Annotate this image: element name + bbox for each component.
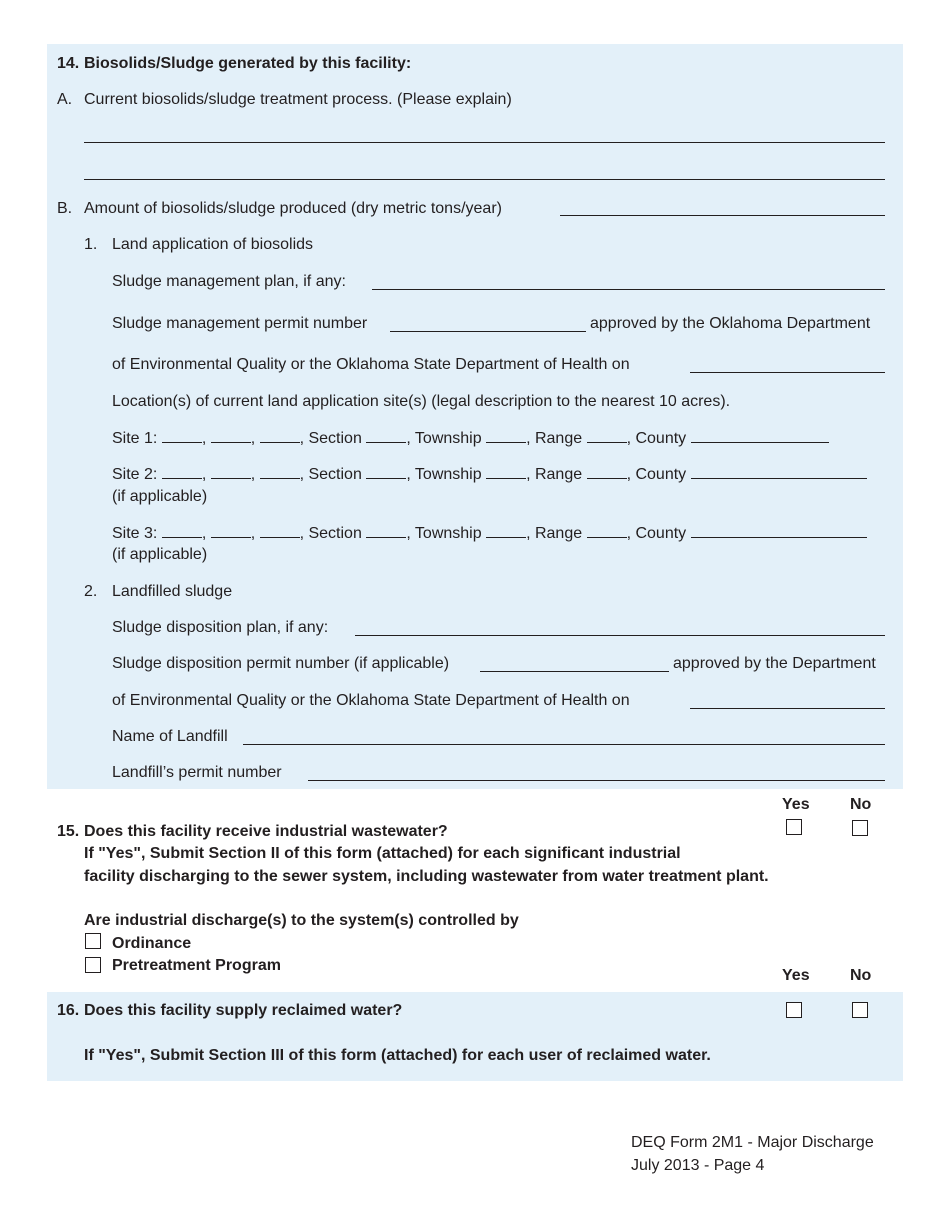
pretreatment-label: Pretreatment Program [112,957,281,974]
q16-question: Does this facility supply reclaimed water? [84,1002,403,1019]
site3-field-3[interactable] [260,523,300,538]
site3-section-field[interactable] [366,523,406,538]
site3-county-field[interactable] [691,523,867,538]
q16-no-checkbox[interactable] [852,1002,868,1018]
sludge-amount-field[interactable] [560,215,885,216]
site2-county-field[interactable] [691,464,867,479]
site2-range-field[interactable] [587,464,627,479]
q16-number: 16. [57,1002,80,1019]
site2-if-applicable: (if applicable) [112,488,208,505]
locations-text: Location(s) of current land application site(s) (legal description to the nearest 10 acres). [112,393,731,410]
env-quality-text-1: of Environmental Quality or the Oklahoma State Department of Health on [112,356,630,373]
site3-field-2[interactable] [211,523,251,538]
site2-county-label: County [635,466,687,483]
landfill-permit-label: Landfill’s permit number [112,764,282,781]
site3-range-label: Range [534,525,583,542]
site1-range-label: Range [534,430,583,447]
site1-label: Site 1: [112,430,158,447]
disp-plan-label: Sludge disposition plan, if any: [112,619,329,636]
mgmt-plan-label: Sludge management plan, if any: [112,273,346,290]
site3-if-applicable: (if applicable) [112,546,208,563]
approved-odeq-text: approved by the Oklahoma Department [590,315,871,332]
q16-yes-checkbox[interactable] [786,1002,802,1018]
land-application-number: 1. [84,236,98,253]
landfill-number: 2. [84,583,98,600]
site2-section-field[interactable] [366,464,406,479]
q15-instruction-1: If "Yes", Submit Section II of this form (attached) for each significant industrial [84,845,681,862]
site1-county-field[interactable] [691,428,829,443]
q15-number: 15. [57,823,80,840]
site1-county-label: County [635,430,687,447]
site3-township-label: Township [414,525,482,542]
mgmt-permit-field[interactable] [390,331,586,332]
q15-no-checkbox[interactable] [852,820,868,836]
site1-field-2[interactable] [211,428,251,443]
footer-date-page: July 2013 - Page 4 [631,1157,765,1174]
q14-number: 14. [57,55,80,72]
site2-section-label: Section [308,466,362,483]
disp-plan-field[interactable] [355,635,885,636]
section-14-background [47,44,903,789]
site3-label: Site 3: [112,525,158,542]
site1-field-3[interactable] [260,428,300,443]
site3-township-field[interactable] [486,523,526,538]
controlled-by-text: Are industrial discharge(s) to the system(s) controlled by [84,912,519,929]
site2-field-3[interactable] [260,464,300,479]
treatment-process-line-2[interactable] [84,179,885,180]
site2-range-label: Range [534,466,583,483]
landfill-permit-field[interactable] [308,780,885,781]
ordinance-checkbox[interactable] [85,933,101,949]
approved-dept-text: approved by the Department [673,655,876,672]
mgmt-approval-date-field[interactable] [690,372,885,373]
q16-yes-header: Yes [782,967,810,984]
q14-title: Biosolids/Sludge generated by this facility: [84,55,412,72]
q15-no-header: No [850,796,872,813]
q14b-text: Amount of biosolids/sludge produced (dry metric tons/year) [84,200,502,217]
site2-field-1[interactable] [162,464,202,479]
site3-row: Site 3: , , , Section , Township , Range , County [112,523,867,544]
site2-row: Site 2: , , , Section , Township , Range , County [112,464,867,485]
site2-township-field[interactable] [486,464,526,479]
q15-yes-checkbox[interactable] [786,819,802,835]
site1-field-1[interactable] [162,428,202,443]
q14a-letter: A. [57,91,73,108]
disp-approval-date-field[interactable] [690,708,885,709]
site1-township-label: Township [414,430,482,447]
q14a-text: Current biosolids/sludge treatment process. (Please explain) [84,91,512,108]
q15-instruction-2: facility discharging to the sewer system, including wastewater from water treatment plant. [84,868,769,885]
site3-range-field[interactable] [587,523,627,538]
site3-county-label: County [635,525,687,542]
disp-permit-field[interactable] [480,671,669,672]
land-application-title: Land application of biosolids [112,236,314,253]
landfill-title: Landfilled sludge [112,583,233,600]
mgmt-plan-field[interactable] [372,289,885,290]
landfill-name-label: Name of Landfill [112,728,228,745]
disp-permit-label: Sludge disposition permit number (if applicable) [112,655,450,672]
treatment-process-line-1[interactable] [84,142,885,143]
site1-township-field[interactable] [486,428,526,443]
site1-section-label: Section [308,430,362,447]
site1-section-field[interactable] [366,428,406,443]
site3-section-label: Section [308,525,362,542]
site1-range-field[interactable] [587,428,627,443]
site3-field-1[interactable] [162,523,202,538]
env-quality-text-2: of Environmental Quality or the Oklahoma State Department of Health on [112,692,630,709]
site2-label: Site 2: [112,466,158,483]
mgmt-permit-label: Sludge management permit number [112,315,368,332]
landfill-name-field[interactable] [243,744,885,745]
q14b-letter: B. [57,200,73,217]
site2-township-label: Township [414,466,482,483]
q16-instruction: If "Yes", Submit Section III of this form (attached) for each user of reclaimed water. [84,1047,711,1064]
q15-question: Does this facility receive industrial wastewater? [84,823,448,840]
pretreatment-checkbox[interactable] [85,957,101,973]
q16-no-header: No [850,967,872,984]
site2-field-2[interactable] [211,464,251,479]
site1-row: Site 1: , , , Section , Township , Range , County [112,428,829,449]
q15-yes-header: Yes [782,796,810,813]
footer-form-name: DEQ Form 2M1 - Major Discharge [631,1134,874,1151]
ordinance-label: Ordinance [112,935,192,952]
